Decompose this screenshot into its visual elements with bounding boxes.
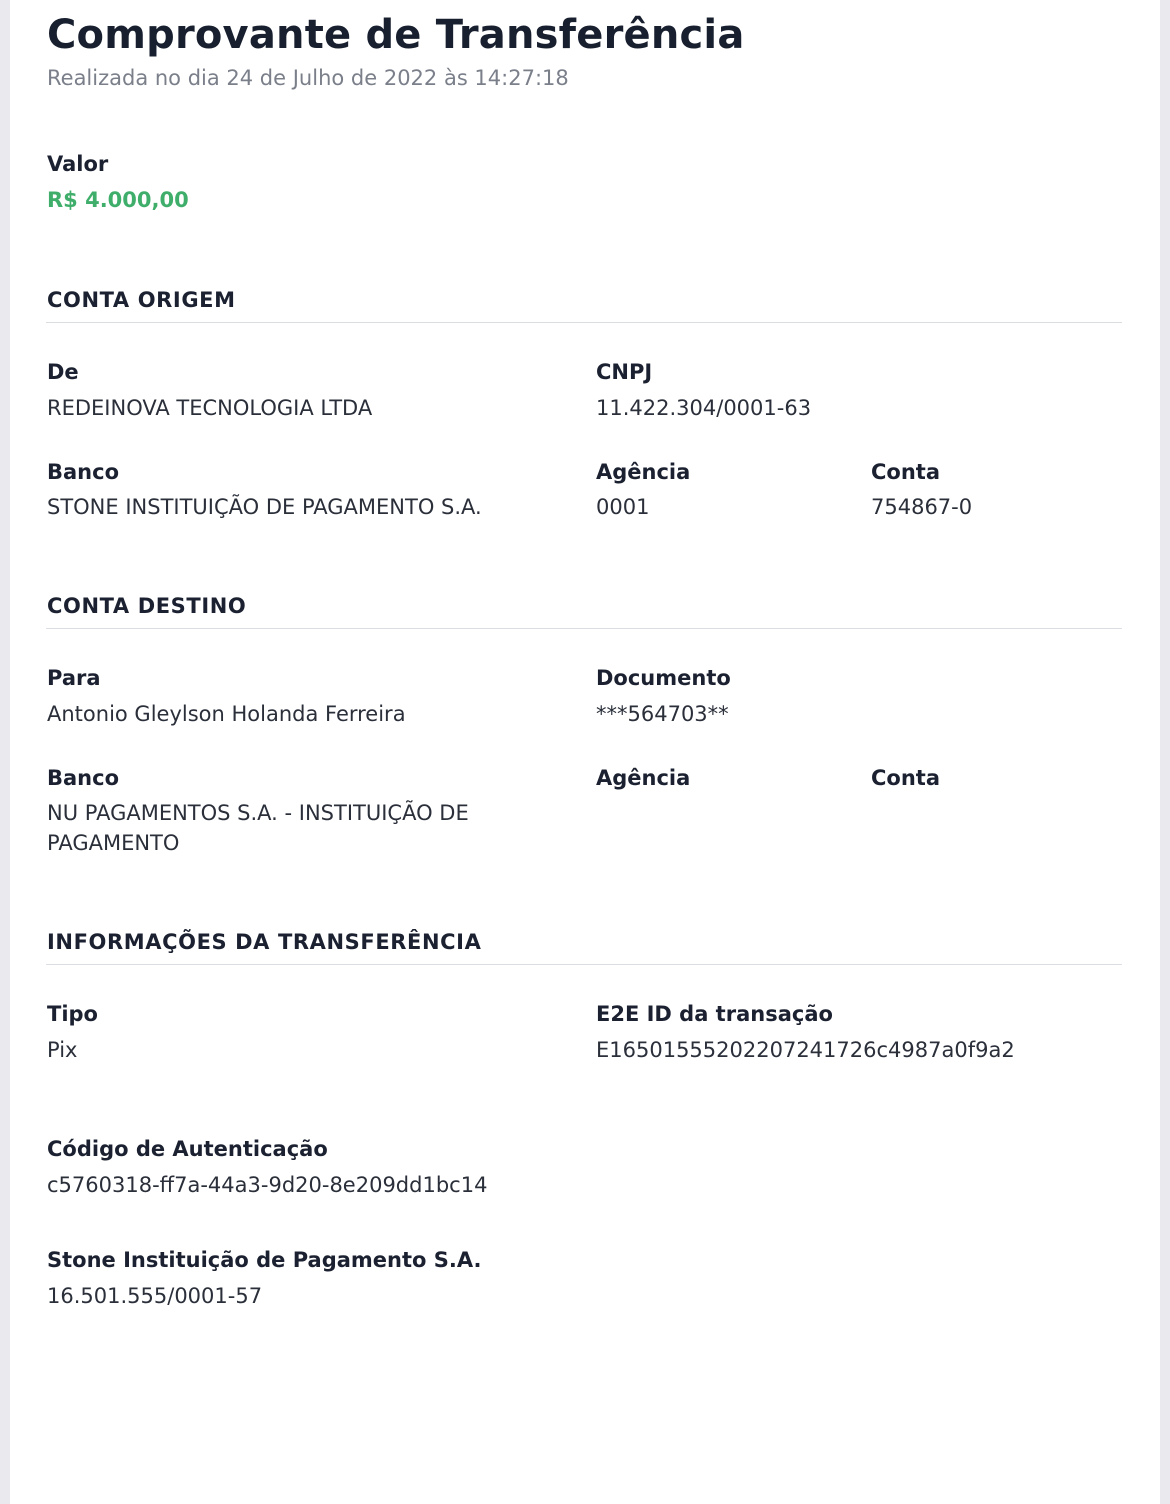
divider-destination bbox=[46, 628, 1122, 629]
origin-cnpj-value: 11.422.304/0001-63 bbox=[596, 396, 812, 420]
receipt-sheet bbox=[10, 0, 1160, 1504]
origin-agency-value: 0001 bbox=[596, 495, 650, 519]
origin-cnpj-label: CNPJ bbox=[596, 360, 653, 384]
auth-code-value: c5760318-ff7a-44a3-9d20-8e209dd1bc14 bbox=[47, 1173, 488, 1197]
destination-document-label: Documento bbox=[596, 666, 731, 690]
auth-code-label: Código de Autenticação bbox=[47, 1137, 328, 1161]
section-title-origin: CONTA ORIGEM bbox=[47, 288, 236, 312]
section-title-transfer-info: INFORMAÇÕES DA TRANSFERÊNCIA bbox=[47, 930, 482, 954]
destination-account-label: Conta bbox=[871, 766, 940, 790]
transfer-e2e-label: E2E ID da transação bbox=[596, 1002, 833, 1026]
origin-agency-label: Agência bbox=[596, 460, 691, 484]
transfer-e2e-value: E16501555202207241726c4987a0f9a2 bbox=[596, 1038, 1015, 1062]
destination-bank-label: Banco bbox=[47, 766, 120, 790]
origin-bank-label: Banco bbox=[47, 460, 120, 484]
institution-label: Stone Instituição de Pagamento S.A. bbox=[47, 1248, 482, 1272]
origin-from-label: De bbox=[47, 360, 79, 384]
page-subtitle: Realizada no dia 24 de Julho de 2022 às 14:27:18 bbox=[47, 66, 569, 90]
destination-to-label: Para bbox=[47, 666, 101, 690]
destination-agency-label: Agência bbox=[596, 766, 691, 790]
page-title: Comprovante de Transferência bbox=[47, 12, 745, 58]
section-title-destination: CONTA DESTINO bbox=[47, 594, 247, 618]
transfer-type-label: Tipo bbox=[47, 1002, 98, 1026]
destination-document-value: ***564703** bbox=[596, 702, 729, 726]
origin-from-value: REDEINOVA TECNOLOGIA LTDA bbox=[47, 396, 373, 420]
amount-value: R$ 4.000,00 bbox=[47, 188, 189, 212]
transfer-type-value: Pix bbox=[47, 1038, 78, 1062]
origin-bank-value: STONE INSTITUIÇÃO DE PAGAMENTO S.A. bbox=[47, 495, 482, 519]
divider-transfer-info bbox=[46, 964, 1122, 965]
destination-bank-value: NU PAGAMENTOS S.A. - INSTITUIÇÃO DE PAGAMENTO bbox=[47, 801, 469, 855]
origin-account-label: Conta bbox=[871, 460, 940, 484]
divider-origin bbox=[46, 322, 1122, 323]
amount-label: Valor bbox=[47, 152, 109, 176]
institution-cnpj-value: 16.501.555/0001-57 bbox=[47, 1284, 263, 1308]
origin-account-value: 754867-0 bbox=[871, 495, 973, 519]
destination-to-value: Antonio Gleylson Holanda Ferreira bbox=[47, 702, 406, 726]
